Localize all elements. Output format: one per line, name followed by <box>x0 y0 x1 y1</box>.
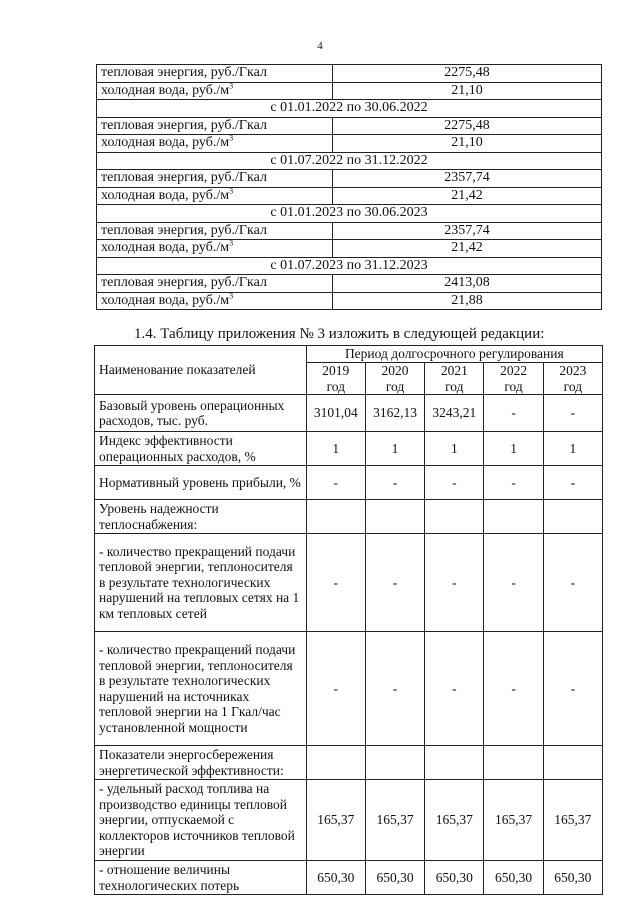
indicator-row <box>95 746 603 780</box>
tariff-row <box>97 170 602 188</box>
indicators-table <box>94 345 603 895</box>
year-header: 2019 год <box>306 363 365 395</box>
period-label: с 01.07.2022 по 31.12.2022 <box>97 152 602 170</box>
indicator-value: - <box>365 632 424 746</box>
indicator-value: 3243,21 <box>425 395 484 432</box>
indicator-value: - <box>484 466 543 500</box>
indicator-value <box>306 746 365 780</box>
tariff-label-text: холодная вода, руб./м <box>101 240 230 255</box>
year-header: 2020 год <box>365 363 424 395</box>
tariff-value: 21,42 <box>333 240 602 258</box>
indicator-value: 1 <box>365 432 424 466</box>
indicator-value <box>543 746 602 780</box>
indicator-value: 650,30 <box>425 861 484 895</box>
tariff-label-text: тепловая энергия, руб./Гкал <box>101 117 267 133</box>
tariff-label-text: тепловая энергия, руб./Гкал <box>101 65 267 80</box>
indicator-value: - <box>425 534 484 632</box>
year-header: 2021 год <box>425 363 484 395</box>
tariff-label-text: тепловая энергия, руб./Гкал <box>101 275 267 290</box>
indicator-value: 3162,13 <box>365 395 424 432</box>
indicator-value: - <box>365 534 424 632</box>
indicator-value: 650,30 <box>306 861 365 895</box>
indicator-name: Индекс эффективности операционных расходов, % <box>95 432 307 466</box>
indicator-name: - удельный расход топлива на производство единицы тепловой энергии, отпускаемой с коллекторов источников тепловой энергии <box>95 780 307 861</box>
indicator-value: - <box>306 632 365 746</box>
indicator-value <box>365 746 424 780</box>
indicator-value: - <box>425 466 484 500</box>
tariff-label <box>97 187 333 205</box>
header-row <box>95 346 603 363</box>
tariff-label-text: тепловая энергия, руб./Гкал <box>101 222 267 238</box>
tariff-label <box>97 240 333 258</box>
indicator-value: - <box>484 534 543 632</box>
tariff-label <box>97 275 333 293</box>
indicator-name: Нормативный уровень прибыли, % <box>95 466 307 500</box>
unit-superscript: 3 <box>229 80 234 90</box>
page-number: 4 <box>317 40 323 52</box>
year-header: 2023 год <box>543 363 602 395</box>
indicator-value <box>425 746 484 780</box>
indicator-row <box>95 432 603 466</box>
tariff-label <box>97 82 333 100</box>
indicator-value: - <box>365 466 424 500</box>
tariff-label <box>97 292 333 310</box>
indicator-value <box>365 500 424 534</box>
indicator-value: - <box>425 632 484 746</box>
name-header: Наименование показателей <box>95 346 307 395</box>
tariff-label <box>97 65 333 83</box>
indicator-value: 3101,04 <box>306 395 365 432</box>
tariff-row <box>97 82 602 100</box>
indicator-value <box>543 500 602 534</box>
indicator-value: 165,37 <box>306 780 365 861</box>
tariff-value: 21,10 <box>333 135 602 153</box>
tariff-row <box>97 187 602 205</box>
indicator-name: - отношение величины технологических потерь <box>95 861 307 895</box>
indicator-row <box>95 632 603 746</box>
indicator-name: - количество прекращений подачи тепловой энергии, теплоносителя в результате технологических нарушений на тепловых сетях на 1 км тепловых сетей <box>95 534 307 632</box>
tariff-row <box>97 275 602 293</box>
indicator-value <box>484 746 543 780</box>
indicator-row <box>95 861 603 895</box>
indicator-row <box>95 466 603 500</box>
indicator-value: - <box>484 632 543 746</box>
indicator-row <box>95 534 603 632</box>
indicator-row <box>95 395 603 432</box>
indicator-value: 165,37 <box>484 780 543 861</box>
indicator-value: 650,30 <box>484 861 543 895</box>
unit-superscript: 3 <box>229 290 234 300</box>
indicator-value: 1 <box>543 432 602 466</box>
tariff-label <box>97 117 333 135</box>
indicator-name: Уровень надежности теплоснабжения: <box>95 500 307 534</box>
tariff-label-text: холодная вода, руб./м <box>101 187 230 203</box>
indicator-row <box>95 500 603 534</box>
tariff-value: 21,88 <box>333 292 602 310</box>
period-header: Период долгосрочного регулирования <box>306 346 602 363</box>
indicator-value <box>425 500 484 534</box>
indicator-name: Базовый уровень операционных расходов, тыс. руб. <box>95 395 307 432</box>
indicator-value: 650,30 <box>365 861 424 895</box>
tariff-label-text: холодная вода, руб./м <box>101 135 230 150</box>
tariff-value: 2357,74 <box>333 222 602 240</box>
indicator-value: - <box>306 466 365 500</box>
tariff-value: 21,10 <box>333 82 602 100</box>
tariff-value: 21,42 <box>333 187 602 205</box>
indicator-name: - количество прекращений подачи тепловой энергии, теплоносителя в результате технологических нарушений на источниках тепловой энергии на 1 Гкал/час установленной мощности <box>95 632 307 746</box>
period-label: с 01.01.2023 по 30.06.2023 <box>97 205 602 223</box>
period-row <box>97 152 602 170</box>
indicator-value: 165,37 <box>543 780 602 861</box>
unit-superscript: 3 <box>229 133 234 143</box>
indicator-value: 1 <box>425 432 484 466</box>
period-row <box>97 100 602 118</box>
indicator-value: 1 <box>484 432 543 466</box>
tariff-row <box>97 135 602 153</box>
indicator-value <box>306 500 365 534</box>
unit-superscript: 3 <box>229 238 234 248</box>
indicator-value: 165,37 <box>365 780 424 861</box>
indicator-value: - <box>484 395 543 432</box>
tariff-row <box>97 240 602 258</box>
indicator-value: - <box>543 534 602 632</box>
tariff-label <box>97 222 333 240</box>
indicator-name: Показатели энергосбережения энергетической эффективности: <box>95 746 307 780</box>
tariff-label <box>97 170 333 188</box>
indicator-value: 1 <box>306 432 365 466</box>
period-label: с 01.07.2023 по 31.12.2023 <box>97 257 602 275</box>
tariff-row <box>97 65 602 83</box>
tariff-value: 2357,74 <box>333 170 602 188</box>
indicator-value: - <box>543 466 602 500</box>
indicator-value: - <box>306 534 365 632</box>
indicator-value: - <box>543 395 602 432</box>
tariff-row <box>97 222 602 240</box>
tariff-label-text: холодная вода, руб./м <box>101 82 230 98</box>
indicator-value: - <box>543 632 602 746</box>
indicator-value <box>484 500 543 534</box>
tariff-label <box>97 135 333 153</box>
period-row <box>97 205 602 223</box>
tariff-table <box>96 64 602 310</box>
tariff-label-text: холодная вода, руб./м <box>101 292 230 308</box>
tariff-value: 2275,48 <box>333 117 602 135</box>
tariff-value: 2275,48 <box>333 65 602 83</box>
indicator-value: 650,30 <box>543 861 602 895</box>
section-heading: 1.4. Таблицу приложения № 3 изложить в следующей редакции: <box>134 326 545 342</box>
tariff-row <box>97 117 602 135</box>
indicator-value: 165,37 <box>425 780 484 861</box>
tariff-label-text: тепловая энергия, руб./Гкал <box>101 170 267 185</box>
period-label: с 01.01.2022 по 30.06.2022 <box>97 100 602 118</box>
unit-superscript: 3 <box>229 185 234 195</box>
tariff-value: 2413,08 <box>333 275 602 293</box>
period-row <box>97 257 602 275</box>
year-header: 2022 год <box>484 363 543 395</box>
indicator-row <box>95 780 603 861</box>
tariff-row <box>97 292 602 310</box>
